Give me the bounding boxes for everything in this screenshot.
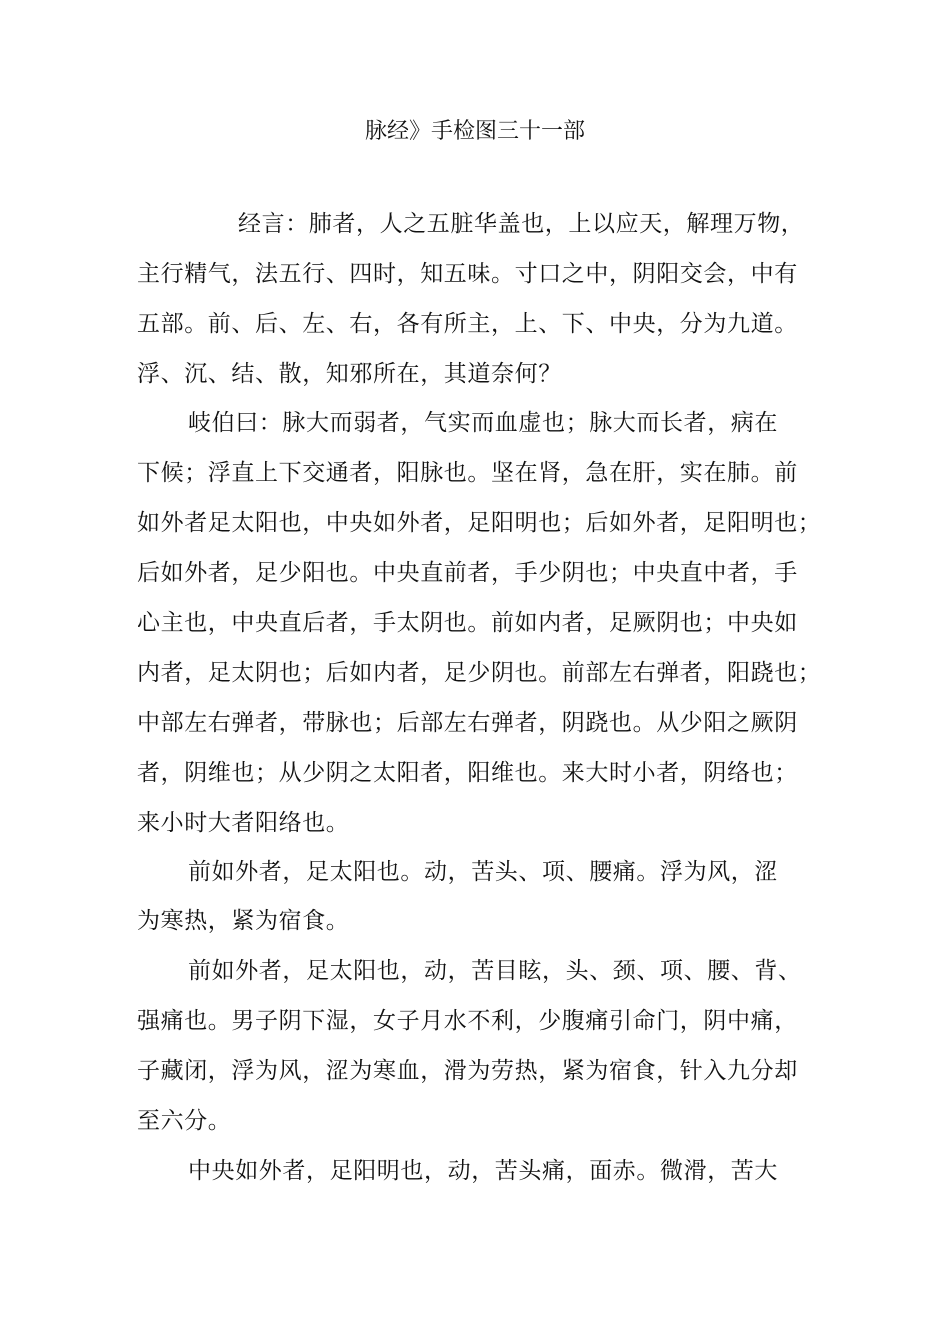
- text-line: 强痛也。男子阴下湿，女子月水不利，少腹痛引命门，阴中痛，: [137, 1008, 798, 1034]
- text-line: 子藏闭，浮为风，涩为寒血，滑为劳热，紧为宿食，针入九分却: [137, 1058, 798, 1084]
- text-line: 下候；浮直上下交通者，阳脉也。坚在肾，急在肝，实在肺。前: [137, 460, 798, 486]
- text-line: 为寒热，紧为宿食。: [137, 908, 350, 934]
- text-line: 如外者足太阳也，中央如外者，足阳明也；后如外者，足阳明也；: [137, 510, 822, 536]
- text-line: 中部左右弹者，带脉也；后部左右弹者，阴跷也。从少阳之厥阴: [137, 710, 798, 736]
- text-line: 五部。前、后、左、右，各有所主，上、下、中央，分为九道。: [137, 311, 798, 337]
- text-line: 前如外者，足太阳也。动，苦头、项、腰痛。浮为风，涩: [188, 859, 778, 885]
- document-title: 脉经》手检图三十一部: [364, 119, 585, 144]
- text-line: 内者，足太阴也；后如内者，足少阴也。前部左右弹者，阳跷也；: [137, 660, 822, 686]
- text-line: 经言：肺者，人之五脏华盖也，上以应天，解理万物，: [238, 211, 805, 237]
- text-line: 后如外者，足少阳也。中央直前者，手少阴也；中央直中者，手: [137, 560, 798, 586]
- text-line: 岐伯曰：脉大而弱者，气实而血虚也；脉大而长者，病在: [188, 410, 778, 436]
- text-line: 主行精气，法五行、四时，知五味。寸口之中，阴阳交会，中有: [137, 261, 798, 287]
- text-line: 浮、沉、结、散，知邪所在，其道奈何？: [137, 361, 562, 387]
- text-line: 来小时大者阳络也。: [137, 810, 350, 836]
- text-line: 至六分。: [137, 1108, 232, 1134]
- text-line: 心主也，中央直后者，手太阴也。前如内者，足厥阴也；中央如: [137, 610, 798, 636]
- text-line: 中央如外者，足阳明也，动，苦头痛，面赤。微滑，苦大: [188, 1158, 778, 1184]
- text-line: 者，阴维也；从少阴之太阳者，阳维也。来大时小者，阴络也；: [137, 760, 798, 786]
- text-line: 前如外者，足太阳也，动，苦目眩，头、颈、项、腰、背、: [188, 958, 802, 984]
